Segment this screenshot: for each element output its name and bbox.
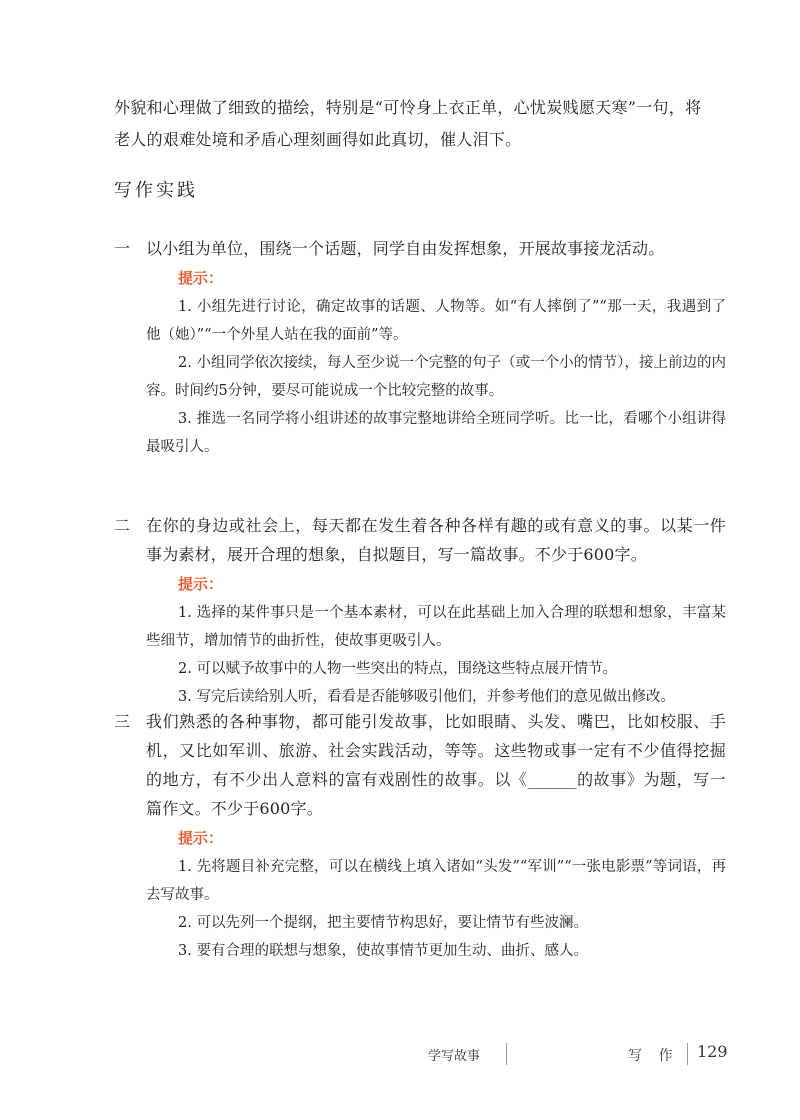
hint-item: 2. 可以赋予故事中的人物一些突出的特点，围绕这些特点展开情节。	[178, 661, 617, 677]
hint-label: 提示：	[178, 575, 224, 593]
hint-item: 1. 选择的某件事只是一个基本素材，可以在此基础上加入合理的联想和想象，丰富某些细节，增加情节的曲折性，使故事更吸引人。	[146, 605, 726, 649]
section-title: 写作实践	[114, 180, 198, 201]
task-2	[114, 511, 726, 711]
footer-divider	[687, 1043, 688, 1065]
intro-paragraph	[114, 92, 726, 156]
hint-item: 1. 先将题目补充完整，可以在横线上填入诸如“头发”“军训”“一张电影票”等词语，再去写故事。	[146, 859, 726, 903]
intro-line: 老人的艰难处境和矛盾心理刻画得如此真切，催人泪下。	[114, 130, 522, 149]
task-1	[114, 234, 726, 461]
page-footer	[0, 1042, 800, 1075]
hint-item: 1. 小组先进行讨论，确定故事的话题、人物等。如“有人摔倒了”“那一天，我遇到了他（她）”“一个外星人站在我的面前”等。	[146, 299, 726, 343]
hint-item: 3. 写完后读给别人听，看看是否能够吸引他们，并参考他们的意见做出修改。	[178, 689, 675, 705]
task-text: 以小组为单位，围绕一个话题，同学自由发挥想象，开展故事接龙活动。	[146, 239, 665, 258]
task-text: 我们熟悉的各种事物，都可能引发故事，比如眼睛、头发、嘴巴，比如校服、手机，又比如军训、旅游、社会实践活动，等等。这些物或事一定有不少值得挖掘的地方，有不少出人意料的富有戏剧性的故事。以《______的故事》为题，写一篇作文。不少于600字。	[146, 712, 726, 818]
hint-item: 3. 推选一名同学将小组讲述的故事完整地讲给全班同学听。比一比，看哪个小组讲得最吸引人。	[146, 411, 726, 455]
hint-item: 2. 小组同学依次接续，每人至少说一个完整的句子（或一个小的情节），接上前边的内容。时间约5分钟，要尽可能说成一个比较完整的故事。	[146, 355, 726, 399]
intro-line: 外貌和心理做了细致的描绘，特别是“可怜身上衣正单，心忧炭贱愿天寒”一句，将	[114, 98, 702, 117]
page-number: 129	[697, 1042, 728, 1061]
hint-item: 2. 可以先列一个提纲，把主要情节构思好，要让情节有些波澜。	[178, 915, 588, 931]
hint-label: 提示：	[178, 829, 224, 847]
task-number: 三	[114, 712, 131, 731]
task-number: 一	[114, 239, 131, 258]
footer-divider	[506, 1043, 507, 1065]
footer-unit-title: 写 作	[628, 1048, 679, 1064]
footer-book-title: 学写故事	[428, 1049, 481, 1064]
task-text: 在你的身边或社会上，每天都在发生着各种各样有趣的或有意义的事。以某一件事为素材，展开合理的想象，自拟题目，写一篇故事。不少于600字。	[146, 516, 726, 564]
task-number: 二	[114, 516, 131, 535]
hint-label: 提示：	[178, 269, 224, 287]
task-3	[114, 707, 726, 965]
hint-item: 3. 要有合理的联想与想象，使故事情节更加生动、曲折、感人。	[178, 943, 588, 959]
